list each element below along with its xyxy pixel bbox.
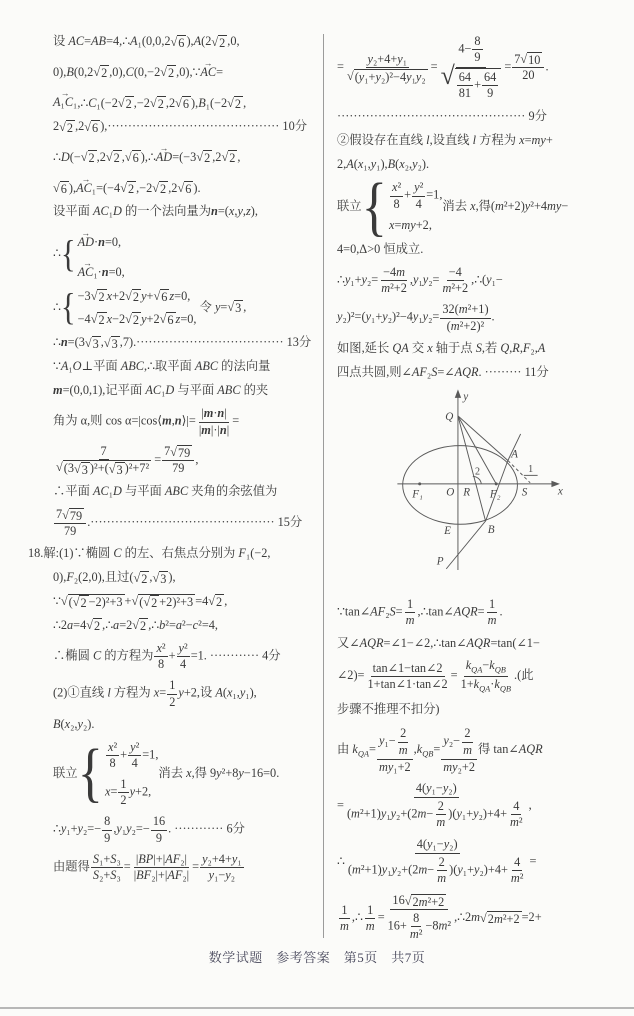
f1-dot xyxy=(418,482,421,485)
math-line: (2)①直线 l 方程为 x= $\frac{1}{2}$ y+2,设 A(x₁,y₁), xyxy=(53,678,257,709)
page-footer: 数学试题 参考答案 第5页 共7页 xyxy=(208,950,426,965)
math-line: 由 $k_{QA}=$ y₁− $\frac{2}{m}$ my₁+2 $,k_{QB}=$ y₂− $\frac{2}{m}$ my₂+2 得 tan∠AQR xyxy=(337,726,543,774)
page-bottom-rule xyxy=(0,1007,634,1009)
math-line: 联立 { $\frac{\text{x²}}{8}$ + $\frac{\text{y²}}{4}$ =1, x=my+2, 消去 x,得(m²+2)y²+4my− xyxy=(337,170,569,243)
math-line: 设 AC=AB=4,∴A₁(0,0,2 √ 6 ),A(2 √ 2 ,0, xyxy=(53,34,240,50)
math-line: ∵tan∠AF₂S= $\frac{1}{m}$ ,∴tan∠AQR= $\frac{1}{m}$ . xyxy=(337,596,503,628)
math-line: $\frac{1}{m}$ ,∴ $\frac{1}{m}$ = 16 √ 2m²+2 16+ $\frac{8}{\text{m²}}$ −8m² ,∴2m √ 2m²+2 =2+ xyxy=(340,893,542,942)
math-line: ∴ { AD →·n=0, AC₁ →·n=0, xyxy=(53,226,322,282)
right-column-top xyxy=(337,32,615,383)
math-line: = 4(y₁−y₂) (m²+1)y₁y₂+(2m− $\frac{2}{m}$ )(y₁+y₂)+4+ $\frac{4}{\text{m²}}$ , xyxy=(337,781,532,829)
math-line: ∵A₁O⊥平面 ABC,∴取平面 ABC 的法向量 xyxy=(53,359,271,374)
figure-label-angle1: 1 xyxy=(528,464,534,476)
math-line: √ 6 ),AC₁ →=(−4 √ 2 ,−2 √ 2 ,2 √ 6 ). xyxy=(53,172,322,199)
math-line: 角为 α,则 cos α=|cos⟨m,n⟩|= $\frac{|m\cdot n|}{|m|\cdot|n|}$ = xyxy=(53,406,240,437)
math-line: ∴y₁+y₂= $\frac{-4m}{\text{m²+2}}$ ,y₁y₂= $\frac{-4}{\text{m²+2}}$ ,∴(y₁− xyxy=(337,264,503,296)
figure-label-s: S xyxy=(521,486,528,499)
math-line: 步骤不推理不扣分) xyxy=(337,702,440,717)
dashed-AS xyxy=(508,460,530,482)
f2-dot xyxy=(495,482,498,485)
figure-label-x: x xyxy=(557,485,563,498)
math-line: 联立 { $\frac{\text{x²}}{8}$ + $\frac{\text{y²}}{4}$ =1, x= $\frac{1}{2}$ y+2, 消去 x,得 9y²+8y−16=0. xyxy=(53,736,280,810)
math-line: ∵ √ ( √ 2 −2)²+3 + √ ( √ 2 +2)²+3 =4 √ 2 , xyxy=(53,593,228,611)
math-line: 四点共圆,则∠AF₂S=∠AQR. ········· 11分 xyxy=(337,365,549,380)
math-line: 7 √ (3 √ 3 )²+( √ 3 )²+7² = 7 √ 79 79 , xyxy=(56,443,199,477)
figure-label-f2: F₂ xyxy=(489,488,501,501)
line-QB xyxy=(458,416,486,521)
figure-label-o: O xyxy=(446,486,455,499)
math-line: ·············································· 9分 xyxy=(337,109,547,124)
right-column xyxy=(337,32,615,949)
right-column-bottom xyxy=(337,596,615,945)
math-line: 0),B(0,2 √ 2 ,0),C(0,−2 √ 2 ,0),∵AC →= xyxy=(53,56,322,83)
math-line: 由题得 $\frac{\text{S₁+S₃}}{\text{S₂+S₃}}$ = $\frac{\text{|BP|+|AF₂|}}{\text{|BF₂|+|AF₂|}}$ = $\frac{\text{y₂+4+y₁}}{\text{y₁−y₂}}$ xyxy=(53,852,242,883)
math-line: ②假设存在直线 l,设直线 l 方程为 x=my+ xyxy=(337,133,553,148)
ellipse-figure xyxy=(374,387,578,585)
math-line: 2 √ 2 ,2 √ 6 ),·········································· 10分 xyxy=(53,119,308,135)
math-line: 如图,延长 QA 交 x 轴于点 S,若 Q,R,F₂,A xyxy=(337,341,546,356)
math-line: ∴平面 AC₁D 与平面 ABC 夹角的余弦值为 xyxy=(53,484,278,498)
math-line: A₁C₁ →,∴C₁(−2 √ 2 ,−2 √ 2 ,2 √ 6 ),B₁(−2 √ 2 , xyxy=(53,87,322,114)
math-line: y₂)²=(y₁+y₂)²−4y₁y₂= $\frac{\text{32(m²+1)}}{\text{(m²+2)²}}$ . xyxy=(337,302,495,333)
math-line: 18.解:(1)∵椭圆 C 的左、右焦点分别为 F₁(−2, xyxy=(28,546,271,560)
figure-label-r: R xyxy=(463,486,471,499)
line-QA xyxy=(458,416,508,461)
math-line: m=(0,0,1),记平面 AC₁D 与平面 ABC 的夹 xyxy=(53,383,269,398)
ellipse-figure-wrap xyxy=(337,387,615,592)
math-line: ∴椭圆 C 的方程为 $\frac{\text{x²}}{8}$ + $\frac{\text{y²}}{4}$ =1. ············ 4分 xyxy=(53,640,281,671)
math-line: ∴D(− √ 2 ,2 √ 2 , √ 6 ),∴AD →=(−3 √ 2 ,2 √ 2 , xyxy=(53,141,322,168)
math-line: 7 √ 79 79 .············································· 15分 xyxy=(56,506,303,538)
math-line: ∴ 4(y₁−y₂) (m²+1)y₁y₂+(2m− $\frac{2}{m}$ )(y₁+y₂)+4+ $\frac{4}{\text{m²}}$ = xyxy=(337,837,537,886)
figure-label-e: E xyxy=(444,524,451,537)
y-axis-arrow xyxy=(455,389,461,398)
figure-label-angle2: 2 xyxy=(474,466,480,478)
math-line: ∴ { −3 √ 2 x+2 √ 2 y+ √ 6 z=0, −4 √ 2 x−2 √ 2 y+2 √ 6 z=0, 令 y= √ 3 , xyxy=(53,285,247,329)
math-line: 2,A(x₁,y₁),B(x₂,y₂). xyxy=(337,157,430,172)
math-line: 4=0,Δ>0 恒成立. xyxy=(337,241,424,256)
chord-line-PBA xyxy=(446,434,520,569)
math-line: ∴2a=4 √ 2 ,∴a=2 √ 2 ,∴b²=a²−c²=4, xyxy=(53,617,218,634)
math-line: 0),F₂(2,0),且过( √ 2 , √ 3 ), xyxy=(53,569,176,586)
figure-label-f1: F₁ xyxy=(412,488,423,501)
figure-label-b: B xyxy=(487,523,495,536)
math-line: 设平面 AC₁D 的一个法向量为n=(x,y,z), xyxy=(53,204,258,219)
math-line: = y₂+4+y₁ √ (y₁+y₂)²−4y₁y₂ = 4− $\frac{8}{9}$ √ $\frac{64}{81}$ + $\frac{64}{9}$ = 7 √ 10 20 . xyxy=(337,32,615,103)
column-divider xyxy=(323,34,324,938)
left-column xyxy=(28,32,322,889)
math-line: ∴n=(3 √ 3 , √ 3 ,7).···································· 13分 xyxy=(53,335,312,352)
math-line: 又∠AQR=∠1−∠2,∴tan∠AQR=tan(∠1− xyxy=(337,635,540,650)
math-line: ∴y₁+y₂=− $\frac{8}{9}$ ,y₁y₂=− $\frac{16}{9}$ . ············ 6分 xyxy=(53,814,245,845)
figure-label-p: P xyxy=(436,555,444,568)
figure-label-y: y xyxy=(463,390,469,403)
math-line: ∠2)= $\frac{\tan\angle 1-\tan\angle 2}{1+\tan\angle 1\cdot\tan\angle 2}$ = $\frac{k_{QA}-k_{QB}}{1+k_{QA}\cdot k_{QB}}$ .(此 xyxy=(337,658,534,694)
figure-label-a: A xyxy=(511,448,518,461)
figure-label-q: Q xyxy=(445,411,454,424)
math-line: B(x₂,y₂). xyxy=(53,717,95,732)
